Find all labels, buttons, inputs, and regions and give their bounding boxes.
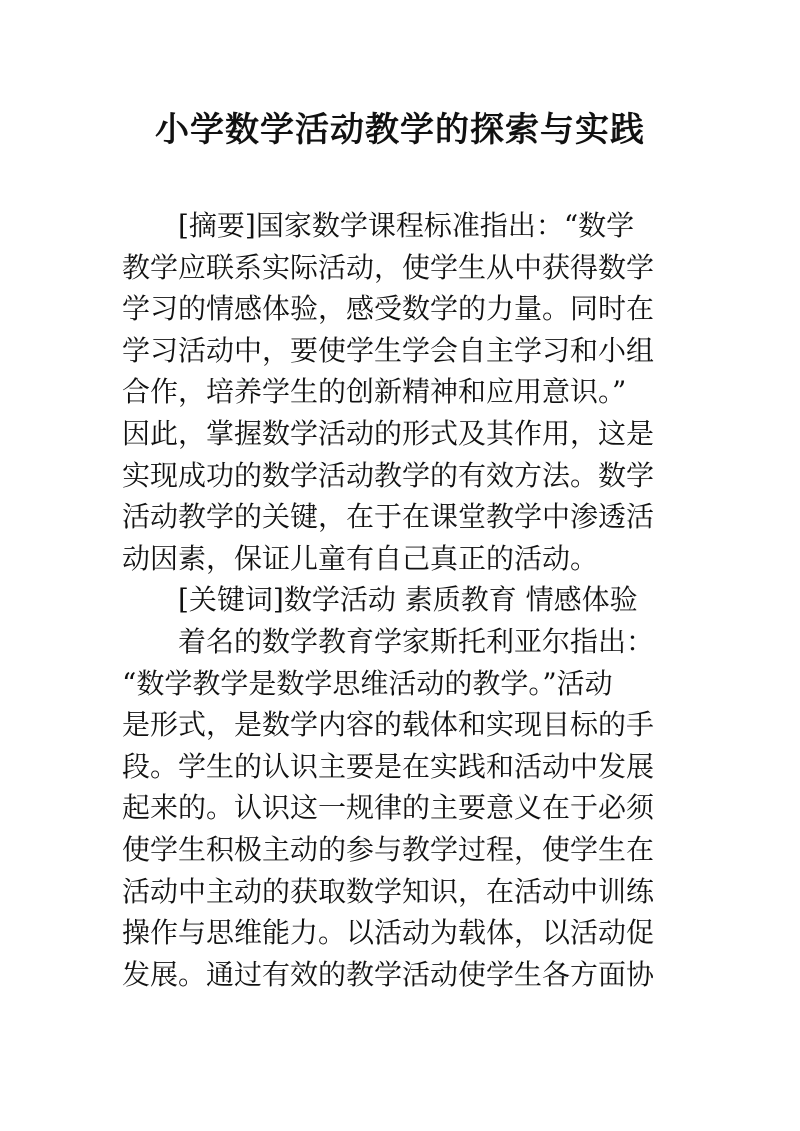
document-body <box>122 205 682 995</box>
keywords-line: [关键词]数学活动 素质教育 情感体验 <box>122 583 638 617</box>
body-line: 使学生积极主动的参与教学过程，使学生在 <box>122 832 655 866</box>
body-line: 学习的情感体验，感受数学的力量。同时在 <box>122 292 655 326</box>
body-line: 学习活动中，要使学生学会自主学习和小组 <box>122 333 655 367</box>
body-line: 发展。通过有效的教学活动使学生各方面协 <box>122 957 655 991</box>
body-line: 起来的。认识这一规律的主要意义在于必须 <box>122 791 655 825</box>
body-line: 因此，掌握数学活动的形式及其作用，这是 <box>122 416 655 450</box>
body-line: “数学教学是数学思维活动的教学。”活动 <box>122 666 613 700</box>
body-line: 活动教学的关键，在于在课堂教学中渗透活 <box>122 500 655 534</box>
body-line: 教学应联系实际活动，使学生从中获得数学 <box>122 250 655 284</box>
body-line: 合作，培养学生的创新精神和应用意识。” <box>122 375 627 409</box>
body-line: 活动中主动的获取数学知识，在活动中训练 <box>122 874 655 908</box>
body-line: 实现成功的数学活动教学的有效方法。数学 <box>122 458 655 492</box>
body-line: 操作与思维能力。以活动为载体，以活动促 <box>122 916 655 950</box>
body-line: 动因素，保证儿童有自己真正的活动。 <box>122 541 599 575</box>
body-line: [摘要]国家数学课程标准指出：“数学 <box>122 209 635 242</box>
body-line: 着名的数学教育学家斯托利亚尔指出： <box>122 624 655 658</box>
body-line: 段。学生的认识主要是在实践和活动中发展 <box>122 749 655 783</box>
body-line: 是形式，是数学内容的载体和实现目标的手 <box>122 708 655 742</box>
document-title: 小学数学活动教学的探索与实践 <box>155 110 645 150</box>
